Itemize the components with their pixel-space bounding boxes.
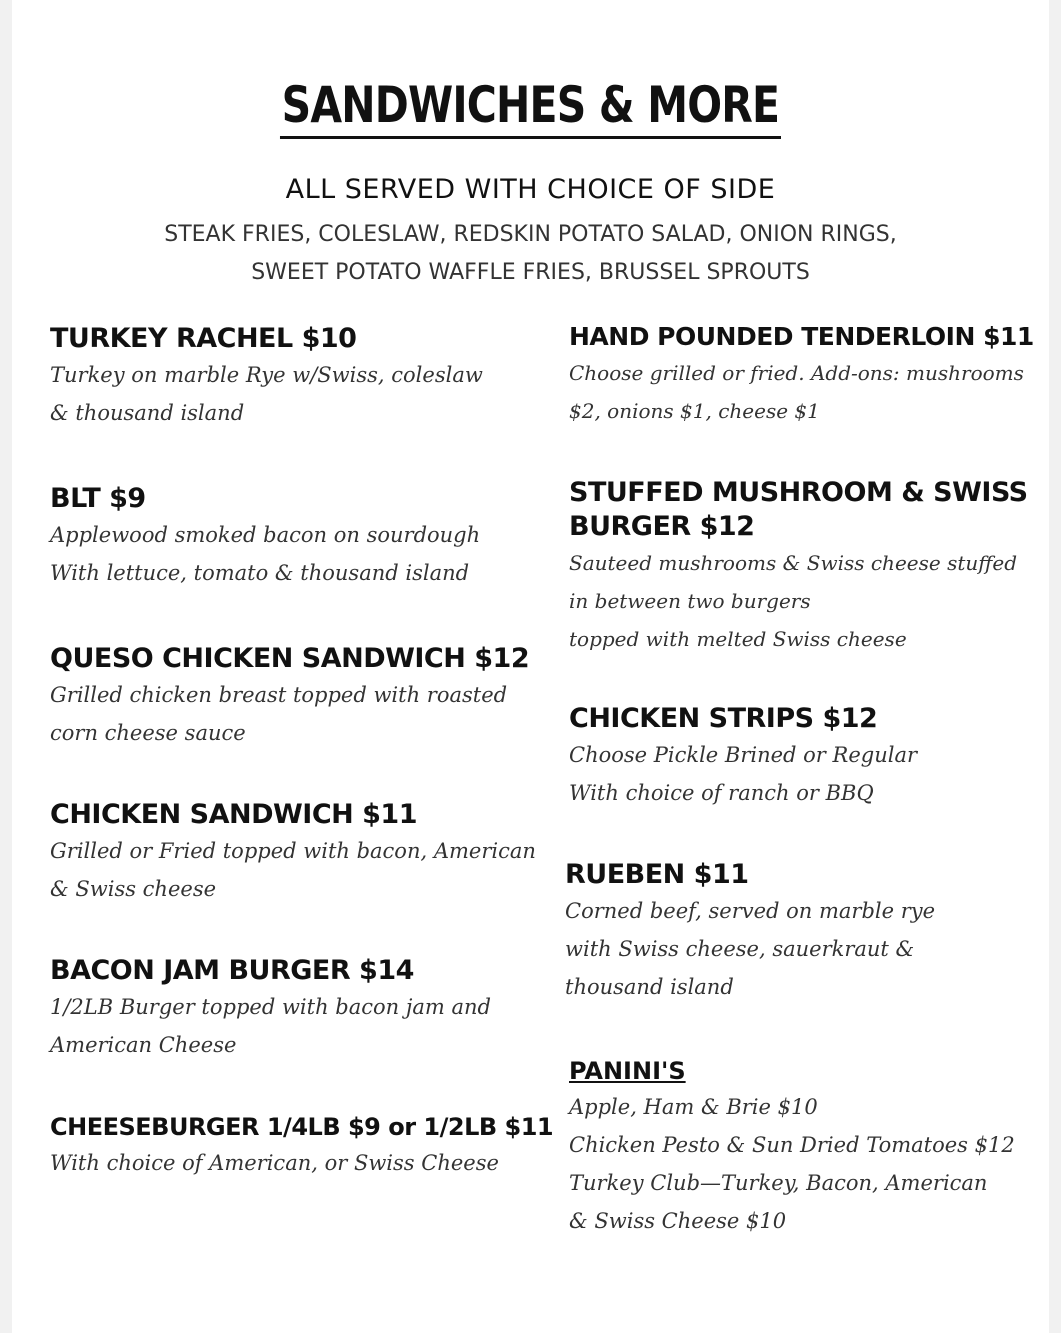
item-desc-line: corn cheese sauce xyxy=(50,721,246,745)
item-desc-line: Grilled chicken breast topped with roasted xyxy=(50,683,508,707)
menu-title: SANDWICHES & MORE xyxy=(280,74,781,139)
item-desc-line: in between two burgers xyxy=(569,589,811,613)
panini-line: Turkey Club—Turkey, Bacon, American xyxy=(569,1171,988,1195)
side-heading: ALL SERVED WITH CHOICE OF SIDE xyxy=(285,174,776,205)
item-desc-line: With choice of American, or Swiss Cheese xyxy=(50,1151,499,1175)
item-desc-line: Turkey on marble Rye w/Swiss, coleslaw xyxy=(50,363,483,387)
item-name: QUESO CHICKEN SANDWICH $12 xyxy=(50,643,530,674)
panini-line: Chicken Pesto & Sun Dried Tomatoes $12 xyxy=(569,1133,1015,1157)
menu-item xyxy=(50,642,529,752)
menu-page xyxy=(12,0,1049,1333)
menu-item xyxy=(569,702,917,812)
item-desc-line: & thousand island xyxy=(50,401,245,425)
item-desc-line: & Swiss cheese xyxy=(50,877,217,901)
side-options-line-2: SWEET POTATO WAFFLE FRIES, BRUSSEL SPROUTS xyxy=(251,260,810,285)
menu-item xyxy=(565,858,935,1006)
item-name-line-2: BURGER $12 xyxy=(569,511,755,542)
menu-item xyxy=(569,476,1028,658)
menu-title-wrap xyxy=(12,74,1049,139)
item-desc-line: With choice of ranch or BBQ xyxy=(569,781,874,805)
item-desc-line: $2, onions $1, cheese $1 xyxy=(569,399,820,423)
panini-section xyxy=(569,1054,1015,1240)
item-desc-line: Grilled or Fried topped with bacon, American xyxy=(50,839,536,863)
menu-item xyxy=(50,322,483,432)
item-desc-line: With lettuce, tomato & thousand island xyxy=(50,561,470,585)
item-name: BLT $9 xyxy=(50,483,146,514)
item-name: RUEBEN $11 xyxy=(565,859,749,890)
item-desc-line: American Cheese xyxy=(50,1033,237,1057)
item-desc-line: thousand island xyxy=(565,975,734,999)
item-desc-line: with Swiss cheese, sauerkraut & xyxy=(565,937,915,961)
item-desc-line: Sauteed mushrooms & Swiss cheese stuffed xyxy=(569,551,1018,575)
item-name: CHICKEN SANDWICH $11 xyxy=(50,799,417,830)
side-options-line-1: STEAK FRIES, COLESLAW, REDSKIN POTATO SALAD, ONION RINGS, xyxy=(164,222,897,247)
item-desc-line: 1/2LB Burger topped with bacon jam and xyxy=(50,995,491,1019)
item-desc-line: Applewood smoked bacon on sourdough xyxy=(50,523,481,547)
panini-line: Apple, Ham & Brie $10 xyxy=(569,1095,818,1119)
panini-title: PANINI'S xyxy=(569,1057,686,1085)
item-name: TURKEY RACHEL $10 xyxy=(50,323,357,354)
item-desc-line: Choose Pickle Brined or Regular xyxy=(569,743,918,767)
item-desc-line: topped with melted Swiss cheese xyxy=(569,627,907,651)
menu-item xyxy=(50,798,536,908)
item-desc-line: Corned beef, served on marble rye xyxy=(565,899,936,923)
side-options xyxy=(12,216,1049,292)
menu-item xyxy=(50,1110,553,1182)
menu-item xyxy=(569,320,1034,430)
item-name: CHICKEN STRIPS $12 xyxy=(569,703,878,734)
menu-item xyxy=(50,482,480,592)
menu-item xyxy=(50,954,491,1064)
item-name: CHEESEBURGER 1/4LB $9 or 1/2LB $11 xyxy=(50,1113,554,1141)
panini-line: & Swiss Cheese $10 xyxy=(569,1209,787,1233)
item-name: STUFFED MUSHROOM & SWISS xyxy=(569,477,1028,508)
item-name: HAND POUNDED TENDERLOIN $11 xyxy=(569,322,1034,351)
item-name: BACON JAM BURGER $14 xyxy=(50,955,414,986)
item-desc-line: Choose grilled or fried. Add-ons: mushrooms xyxy=(569,361,1024,385)
